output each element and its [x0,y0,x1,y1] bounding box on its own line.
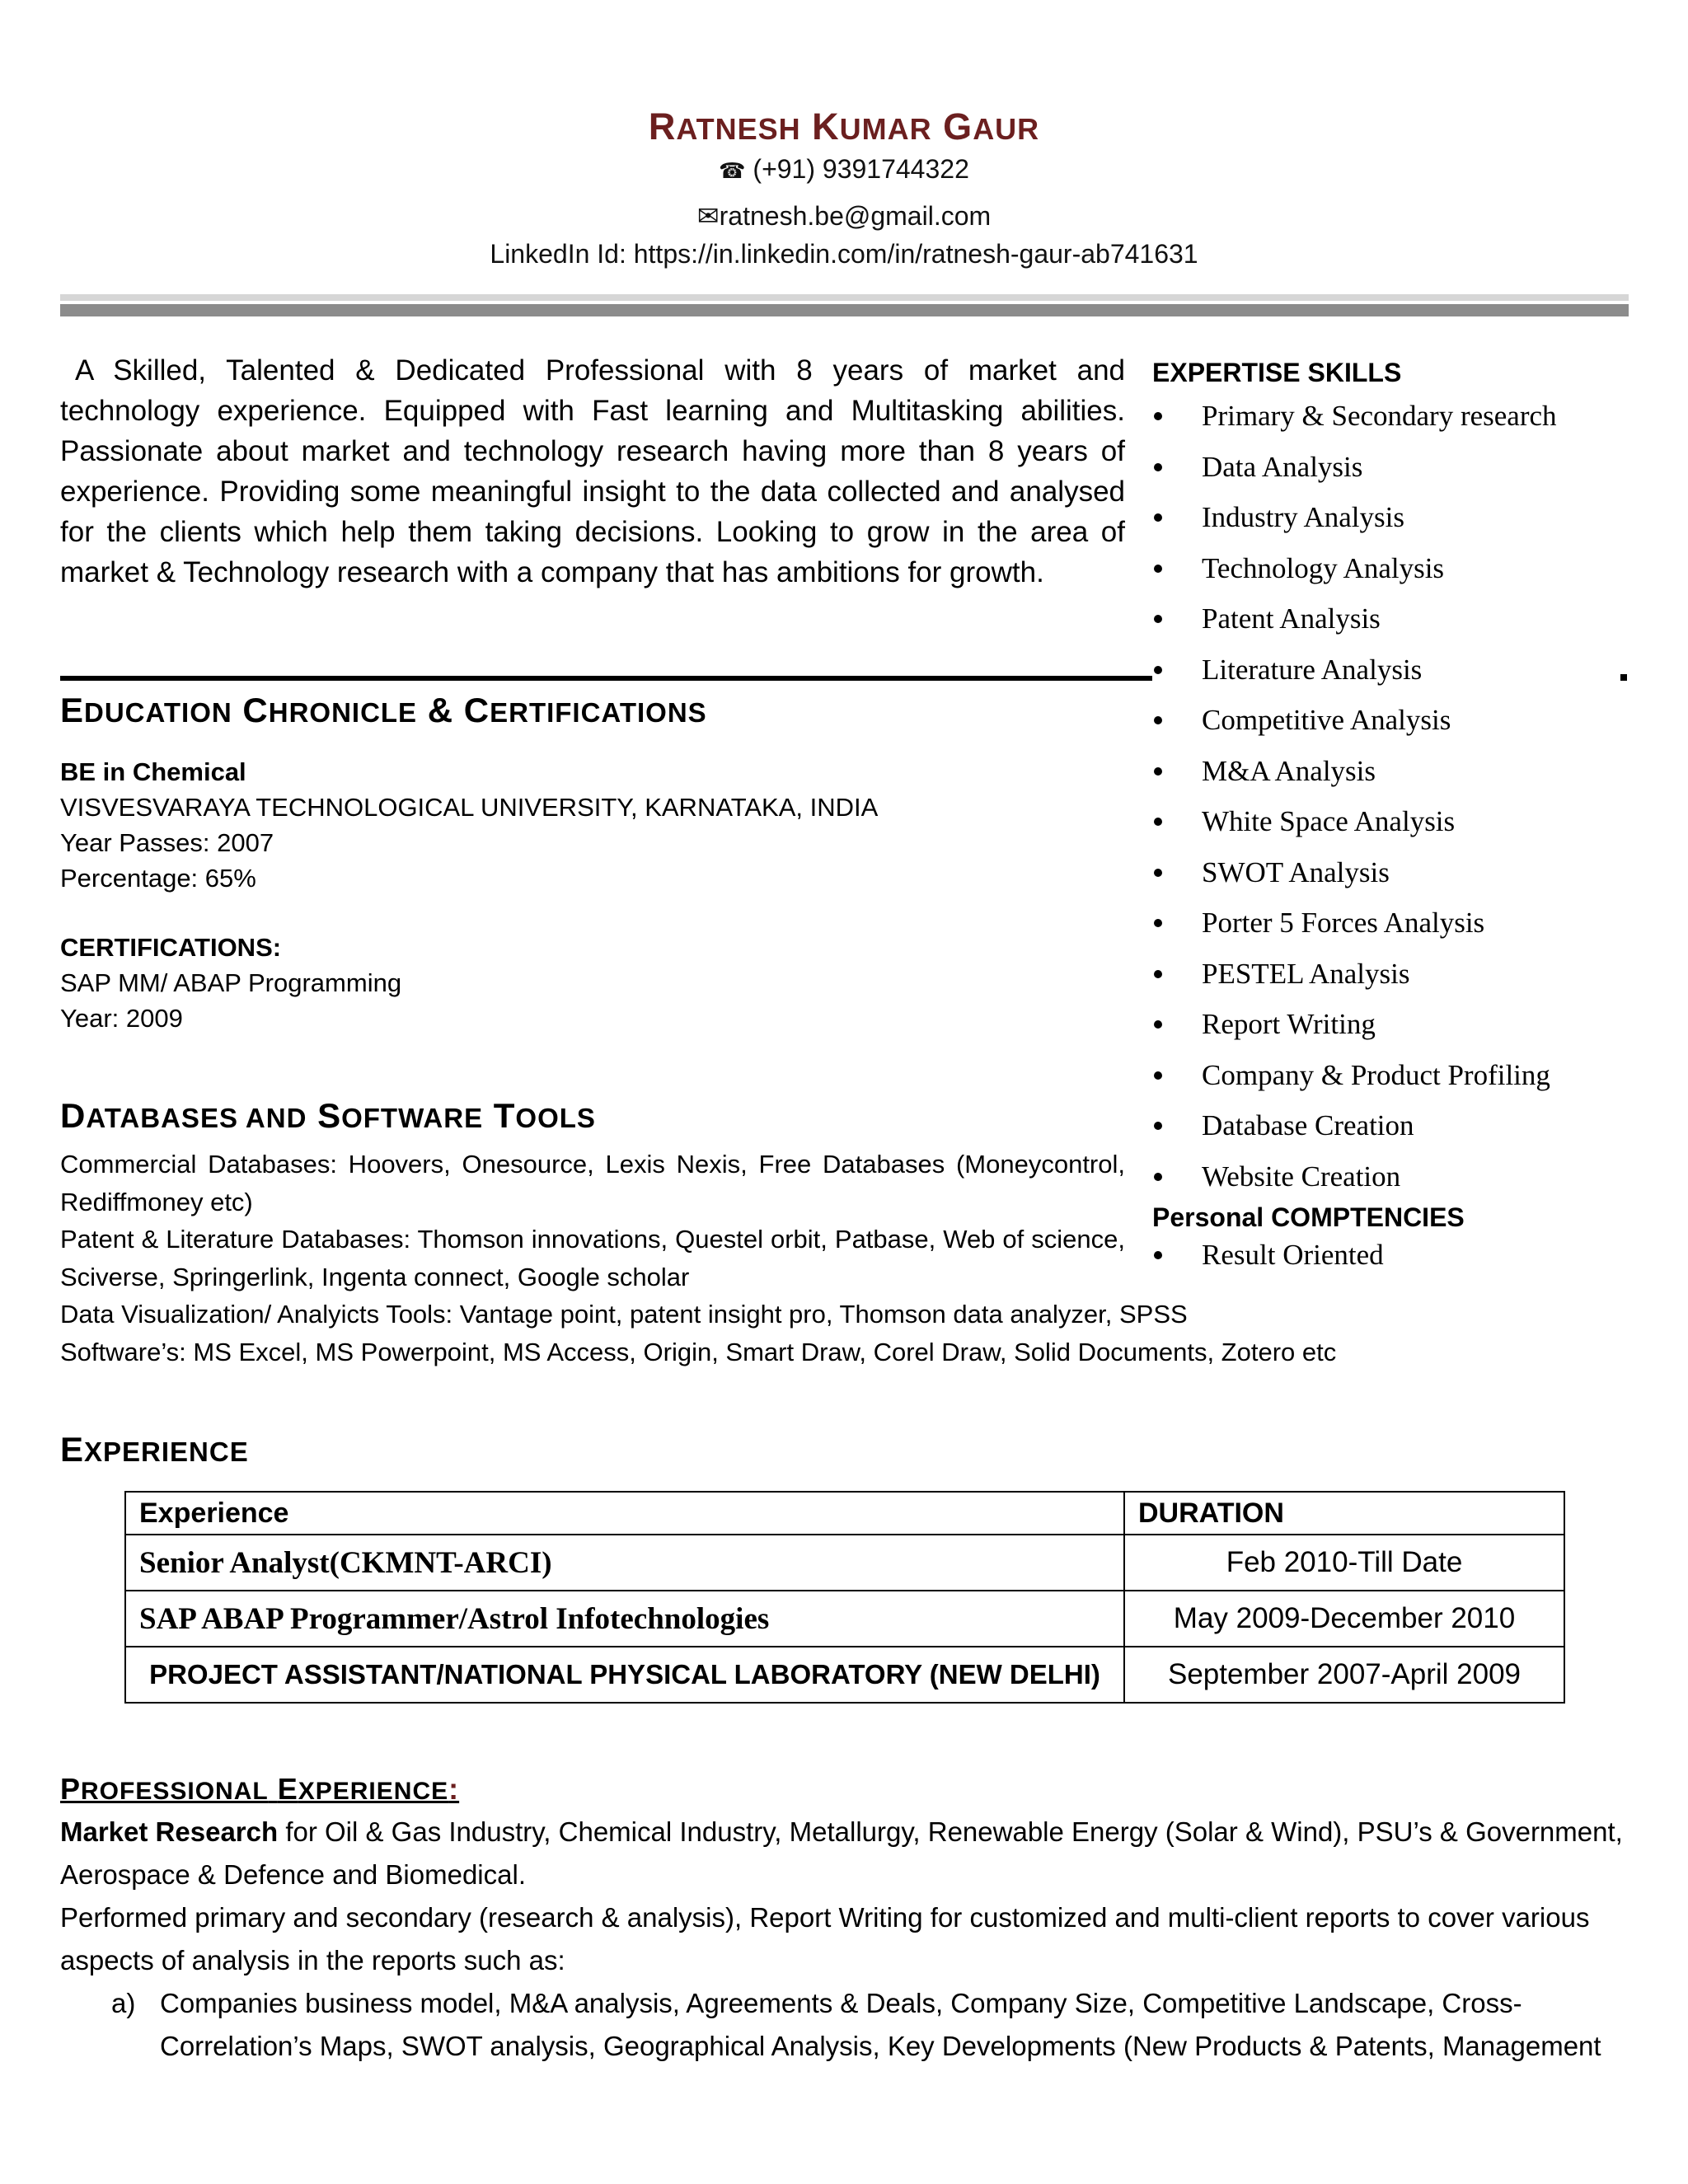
heading-part: ATABASES AND [86,1103,307,1133]
competency-label: Result Oriented [1202,1239,1384,1271]
skill-label: White Space Analysis [1202,805,1456,837]
heading-initial: C [463,691,490,729]
education-details [60,754,1132,1036]
email-line [0,200,1688,232]
heading-initial: P [60,1772,82,1806]
skill-label: Company & Product Profiling [1202,1058,1550,1091]
visualization-tools: Data Visualization/ Analyicts Tools: Vantage point, patent insight pro, Thomson data analyzer, SPSS [60,1300,1188,1329]
skill-item [1152,695,1647,746]
degree: BE in Chemical [60,757,246,786]
bullet-icon [1154,1071,1162,1080]
bullet-icon [1154,919,1162,927]
skill-item [1152,492,1647,543]
performed-paragraph: Performed primary and secondary (research & analysis), Report Writing for customized and multi-client reports to cover various aspects of analysis in the reports such as: [60,1902,1590,1975]
skill-item [1152,847,1647,898]
table-header-row [125,1492,1564,1535]
name-initial: G [943,105,973,148]
personal-competencies [1152,1199,1647,1275]
heading-initial: E [60,1430,85,1469]
skill-item [1152,1151,1647,1202]
skill-item [1152,593,1647,644]
patent-databases: Patent & Literature Databases: Thomson innovations, Questel orbit, Patbase, Web of science, Sciverse, Springerlink, Ingenta connect, Google scholar [60,1225,1125,1291]
skill-item [1152,1100,1647,1151]
university: VISVESVARAYA TECHNOLOGICAL UNIVERSITY, KARNATAKA, INDIA [60,793,879,822]
section-divider [60,676,1152,681]
name-initial: R [648,105,677,148]
skill-item [1152,442,1647,493]
duration-cell: Feb 2010-Till Date [1124,1535,1564,1591]
competency-item [1152,1235,1647,1275]
email-address: ratnesh.be@gmail.com [719,201,992,231]
heading-part: OFTWARE [341,1103,484,1133]
bullet-icon [1154,818,1162,826]
market-research-paragraph [60,1811,1626,1896]
bullet-icon [1154,513,1162,522]
heading-part: XPERIENCE [84,1436,249,1467]
skills-title: EXPERTISE SKILLS [1152,358,1402,387]
bullet-icon [1154,767,1162,776]
skill-label: SWOT Analysis [1202,855,1390,888]
skill-label: PESTEL Analysis [1202,957,1410,990]
education-heading [60,691,707,730]
divider-dot [1620,674,1627,681]
bullet-icon [1154,615,1162,623]
role-cell: PROJECT ASSISTANT/NATIONAL PHYSICAL LABORATORY (NEW DELHI) [125,1647,1124,1703]
experience-table [124,1491,1565,1704]
skill-label: Primary & Secondary research [1202,400,1557,432]
skill-label: Literature Analysis [1202,653,1423,686]
skills-list [1152,391,1647,1202]
list-label: a) [111,1988,136,2018]
professional-experience-body [60,1811,1626,2068]
experience-heading [60,1430,249,1469]
market-text: for Oil & Gas Industry, Chemical Industry, Metallurgy, Renewable Energy (Solar & Wind), PSU’s & Government, Aerospace & Defence and Biomedical. [60,1816,1623,1890]
percentage: Percentage: 65% [60,864,256,893]
certification-name: SAP MM/ ABAP Programming [60,968,402,997]
skill-label: Report Writing [1202,1008,1376,1040]
bullet-icon [1154,716,1162,724]
list-text: Companies business model, M&A analysis, Agreements & Deals, Company Size, Competitive Landscape, Cross-Correlation’s Maps, SWOT analysis, Geographical Analysis, Key Developments (New Products & Patents, Management [160,1988,1601,2061]
heading-initial: T [493,1096,516,1135]
skill-item [1152,949,1647,1000]
skill-item [1152,391,1647,442]
heading-part: DUCATION [84,697,232,728]
heading-initial: E [277,1772,298,1806]
table-row [125,1591,1564,1647]
heading-part: ERTIFICATIONS [490,697,707,728]
heading-part: ROFESSIONAL [81,1778,269,1805]
header-divider-light [60,294,1629,301]
bullet-icon [1154,1251,1162,1259]
header-experience: Experience [125,1492,1124,1535]
skill-label: Porter 5 Forces Analysis [1202,907,1485,939]
list-item [60,1982,1626,2068]
heading-ampersand: & [427,691,454,729]
year-passed: Year Passes: 2007 [60,828,274,857]
professional-summary [60,350,1125,593]
bullet-icon [1154,869,1162,877]
heading-part: OOLS [515,1103,596,1133]
heading-colon: : [448,1772,460,1806]
skill-item [1152,644,1647,696]
databases-heading [60,1096,596,1136]
telephone-icon: ☎ [719,158,746,183]
phone-number: (+91) 9391744322 [753,154,969,184]
skill-label: Website Creation [1202,1160,1401,1193]
analysis-list [60,1982,1626,2068]
competencies-title: Personal COMPTENCIES [1152,1202,1465,1232]
skill-label: Technology Analysis [1202,551,1445,584]
skill-item [1152,898,1647,949]
commercial-databases: Commercial Databases: Hoovers, Onesource, Lexis Nexis, Free Databases (Moneycontrol, Rediffmoney etc) [60,1150,1125,1216]
name-part: UMAR [839,112,932,146]
skill-label: Data Analysis [1202,450,1363,483]
market-label: Market Research [60,1816,279,1847]
bullet-icon [1154,666,1162,674]
skill-label: Industry Analysis [1202,501,1404,533]
table-row [125,1647,1564,1703]
bullet-icon [1154,970,1162,978]
skill-item [1152,796,1647,847]
name-part: ATNESH [676,112,801,146]
name-part: AUR [973,112,1040,146]
heading-initial: D [60,1096,87,1135]
skill-item [1152,746,1647,797]
table-row [125,1535,1564,1591]
name-initial: K [812,105,840,148]
header-duration: DURATION [1124,1492,1564,1535]
heading-part: HRONICLE [268,697,418,728]
certification-year: Year: 2009 [60,1004,183,1033]
expertise-skills [1152,354,1647,1202]
skill-item [1152,999,1647,1050]
skill-label: M&A Analysis [1202,754,1376,787]
role-cell: SAP ABAP Programmer/Astrol Infotechnologies [125,1591,1124,1647]
bullet-icon [1154,463,1162,471]
professional-experience-heading [60,1772,459,1807]
envelope-icon: ✉ [696,201,720,231]
skill-label: Patent Analysis [1202,602,1381,635]
skill-label: Competitive Analysis [1202,704,1451,736]
skill-label: Database Creation [1202,1109,1414,1141]
bullet-icon [1154,565,1162,573]
bullet-icon [1154,412,1162,420]
heading-initial: E [60,691,85,729]
competencies-list [1152,1235,1647,1275]
skill-item [1152,1050,1647,1101]
duration-cell: September 2007-April 2009 [1124,1647,1564,1703]
bullet-icon [1154,1020,1162,1029]
heading-initial: C [242,691,269,729]
bullet-icon [1154,1173,1162,1181]
certifications-title: CERTIFICATIONS: [60,933,282,962]
summary-text: A Skilled, Talented & Dedicated Professional with 8 years of market and technology experience. Equipped with Fast learning and Multitasking abilities. Passionate about market and technology research having more than 8 years of experience. Providing some meaningful insight to the data collected and analysed for the clients which help them taking decisions. Looking to grow in the area of market & Technology research with a company that has ambitions for growth. [60,354,1125,588]
candidate-name [0,105,1688,148]
role-cell: Senior Analyst(CKMNT-ARCI) [125,1535,1124,1591]
duration-cell: May 2009-December 2010 [1124,1591,1564,1647]
heading-part: XPERIENCE [298,1778,449,1805]
skill-item [1152,543,1647,594]
header-divider-dark [60,304,1629,316]
software-tools: Software’s: MS Excel, MS Powerpoint, MS Access, Origin, Smart Draw, Corel Draw, Solid Documents, Zotero etc [60,1337,1337,1366]
phone-line [0,154,1688,185]
heading-initial: S [317,1096,342,1135]
linkedin-line: LinkedIn Id: https://in.linkedin.com/in/ratnesh-gaur-ab741631 [490,239,1198,269]
bullet-icon [1154,1122,1162,1130]
